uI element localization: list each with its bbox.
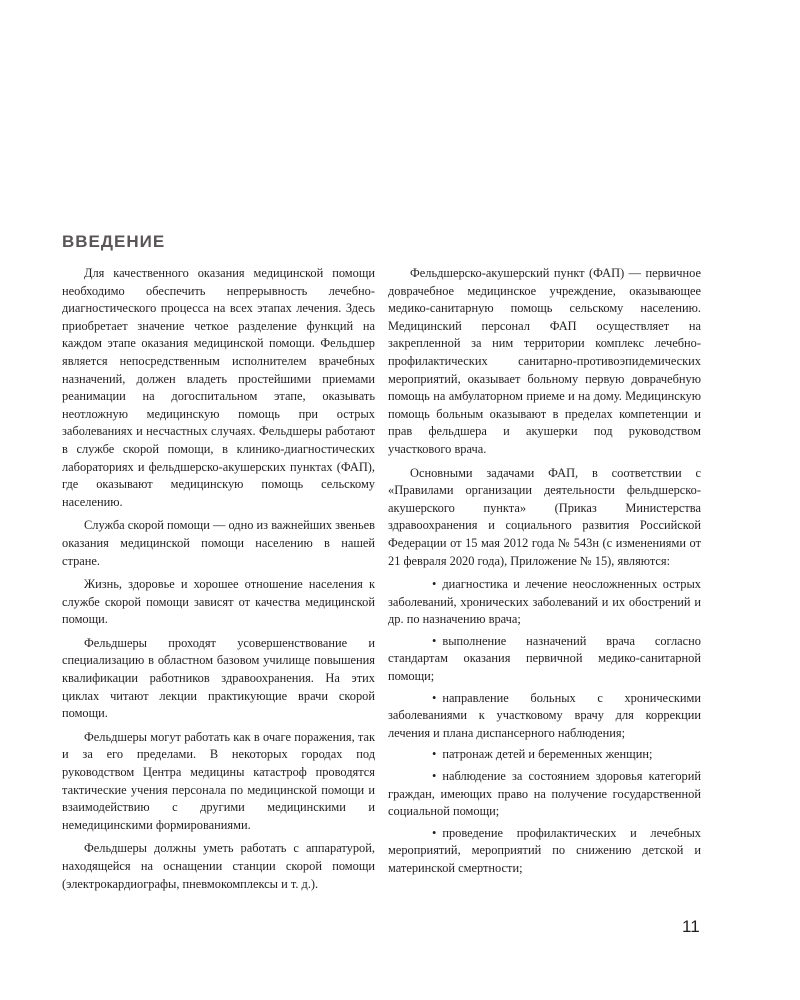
- right-column: [388, 265, 701, 882]
- list-item: [388, 633, 701, 686]
- bullet-icon: •: [432, 825, 437, 840]
- bullet-icon: •: [432, 769, 437, 784]
- paragraph: Фельдшеры должны уметь работать с аппаратурой, находящейся на оснащении станции скорой помощи (электрокардиографы, пневмокомплексы и т. д.).: [62, 841, 375, 891]
- paragraph: Фельдшеры могут работать как в очаге поражения, так и за его пределами. В некоторых городах под руководством Центра медицины катастроф проводятся тактические учения персонала по медицинской помощи и взаимодействию с другими медицинскими и немедицинскими формированиями.: [62, 729, 375, 832]
- bullet-icon: •: [432, 633, 437, 648]
- list-item: [388, 576, 701, 629]
- list-item-text: патронаж детей и беременных женщин;: [442, 747, 653, 762]
- list-item-text: выполнение назначений врача согласно стандартам оказания первичной медико-санитарной помощи;: [388, 633, 701, 684]
- bullet-icon: •: [432, 690, 437, 705]
- paragraph: Жизнь, здоровье и хорошее отношение населения к службе скорой помощи зависят от качества медицинской помощи.: [62, 577, 375, 627]
- bullet-icon: •: [432, 577, 437, 592]
- list-item-text: наблюдение за состоянием здоровья категорий граждан, имеющих право на получение государственной социальной помощи;: [388, 769, 701, 819]
- page-number: 11: [682, 917, 700, 936]
- list-item: [388, 746, 701, 764]
- list-item: [388, 768, 701, 821]
- paragraph: Основными задачами ФАП, в соответствии с «Правилами организации деятельности фельдшерско-акушерского пункта» (Приказ Министерства здравоохранения и социального развития Российской Федерации от 15 мая 2012 года № 543н (с изменениями от 21 февраля 2020 года), Приложение № 15), являются:: [388, 465, 701, 568]
- list-item: [388, 825, 701, 878]
- paragraph: Служба скорой помощи — одно из важнейших звеньев оказания медицинской помощи населению в нашей стране.: [62, 518, 375, 568]
- paragraph: Фельдшерско-акушерский пункт (ФАП) — первичное доврачебное медицинское учреждение, оказывающее медико-санитарную помощь сельскому населению. Медицинский персонал ФАП осуществляет на закрепленной за ним территории комплекс лечебно-профилактических санитарно-противоэпидемических мероприятий, оказывает больному первую доврачебную помощь на амбулаторном приеме и на дому. Медицинскую помощь больным оказывают в пределах компетенции и прав фельдшера и акушерки под руководством участкового врача.: [388, 266, 701, 456]
- list-item-text: проведение профилактических и лечебных мероприятий, мероприятий по снижению детской и материнской смертности;: [388, 825, 701, 875]
- left-column: [62, 265, 375, 899]
- list-item: [388, 690, 701, 743]
- section-heading: ВВЕДЕНИЕ: [62, 232, 166, 251]
- paragraph: Для качественного оказания медицинской помощи необходимо обеспечить непрерывность лечебно-диагностического процесса на всех этапах лечения. Здесь приобретает значение четкое разделение функций на каждом этапе оказания медицинской помощи. Фельдшер является непосредственным исполнителем врачебных назначений, должен владеть простейшими приемами реанимации на догоспитальном этапе, оказывать неотложную медицинскую помощь при острых заболеваниях и несчастных случаях. Фельдшеры работают в службе скорой помощи, в клинико-диагностических лабораториях и фельдшерско-акушерских пунктах (ФАП), где оказывают медицинскую помощь сельскому населению.: [62, 266, 375, 509]
- list-item-text: диагностика и лечение неосложненных острых заболеваний, хронических заболеваний и их обострений и др. по назначению врача;: [388, 577, 701, 627]
- list-item-text: направление больных с хроническими заболеваниями к участковому врачу для коррекции лечения и плана диспансерного наблюдения;: [388, 690, 701, 740]
- paragraph: Фельдшеры проходят усовершенствование и специализацию в областном базовом училище повышения квалификации работников здравоохранения. На этих циклах читают лекции практикующие врачи скорой помощи.: [62, 635, 375, 721]
- bullet-icon: •: [432, 747, 437, 762]
